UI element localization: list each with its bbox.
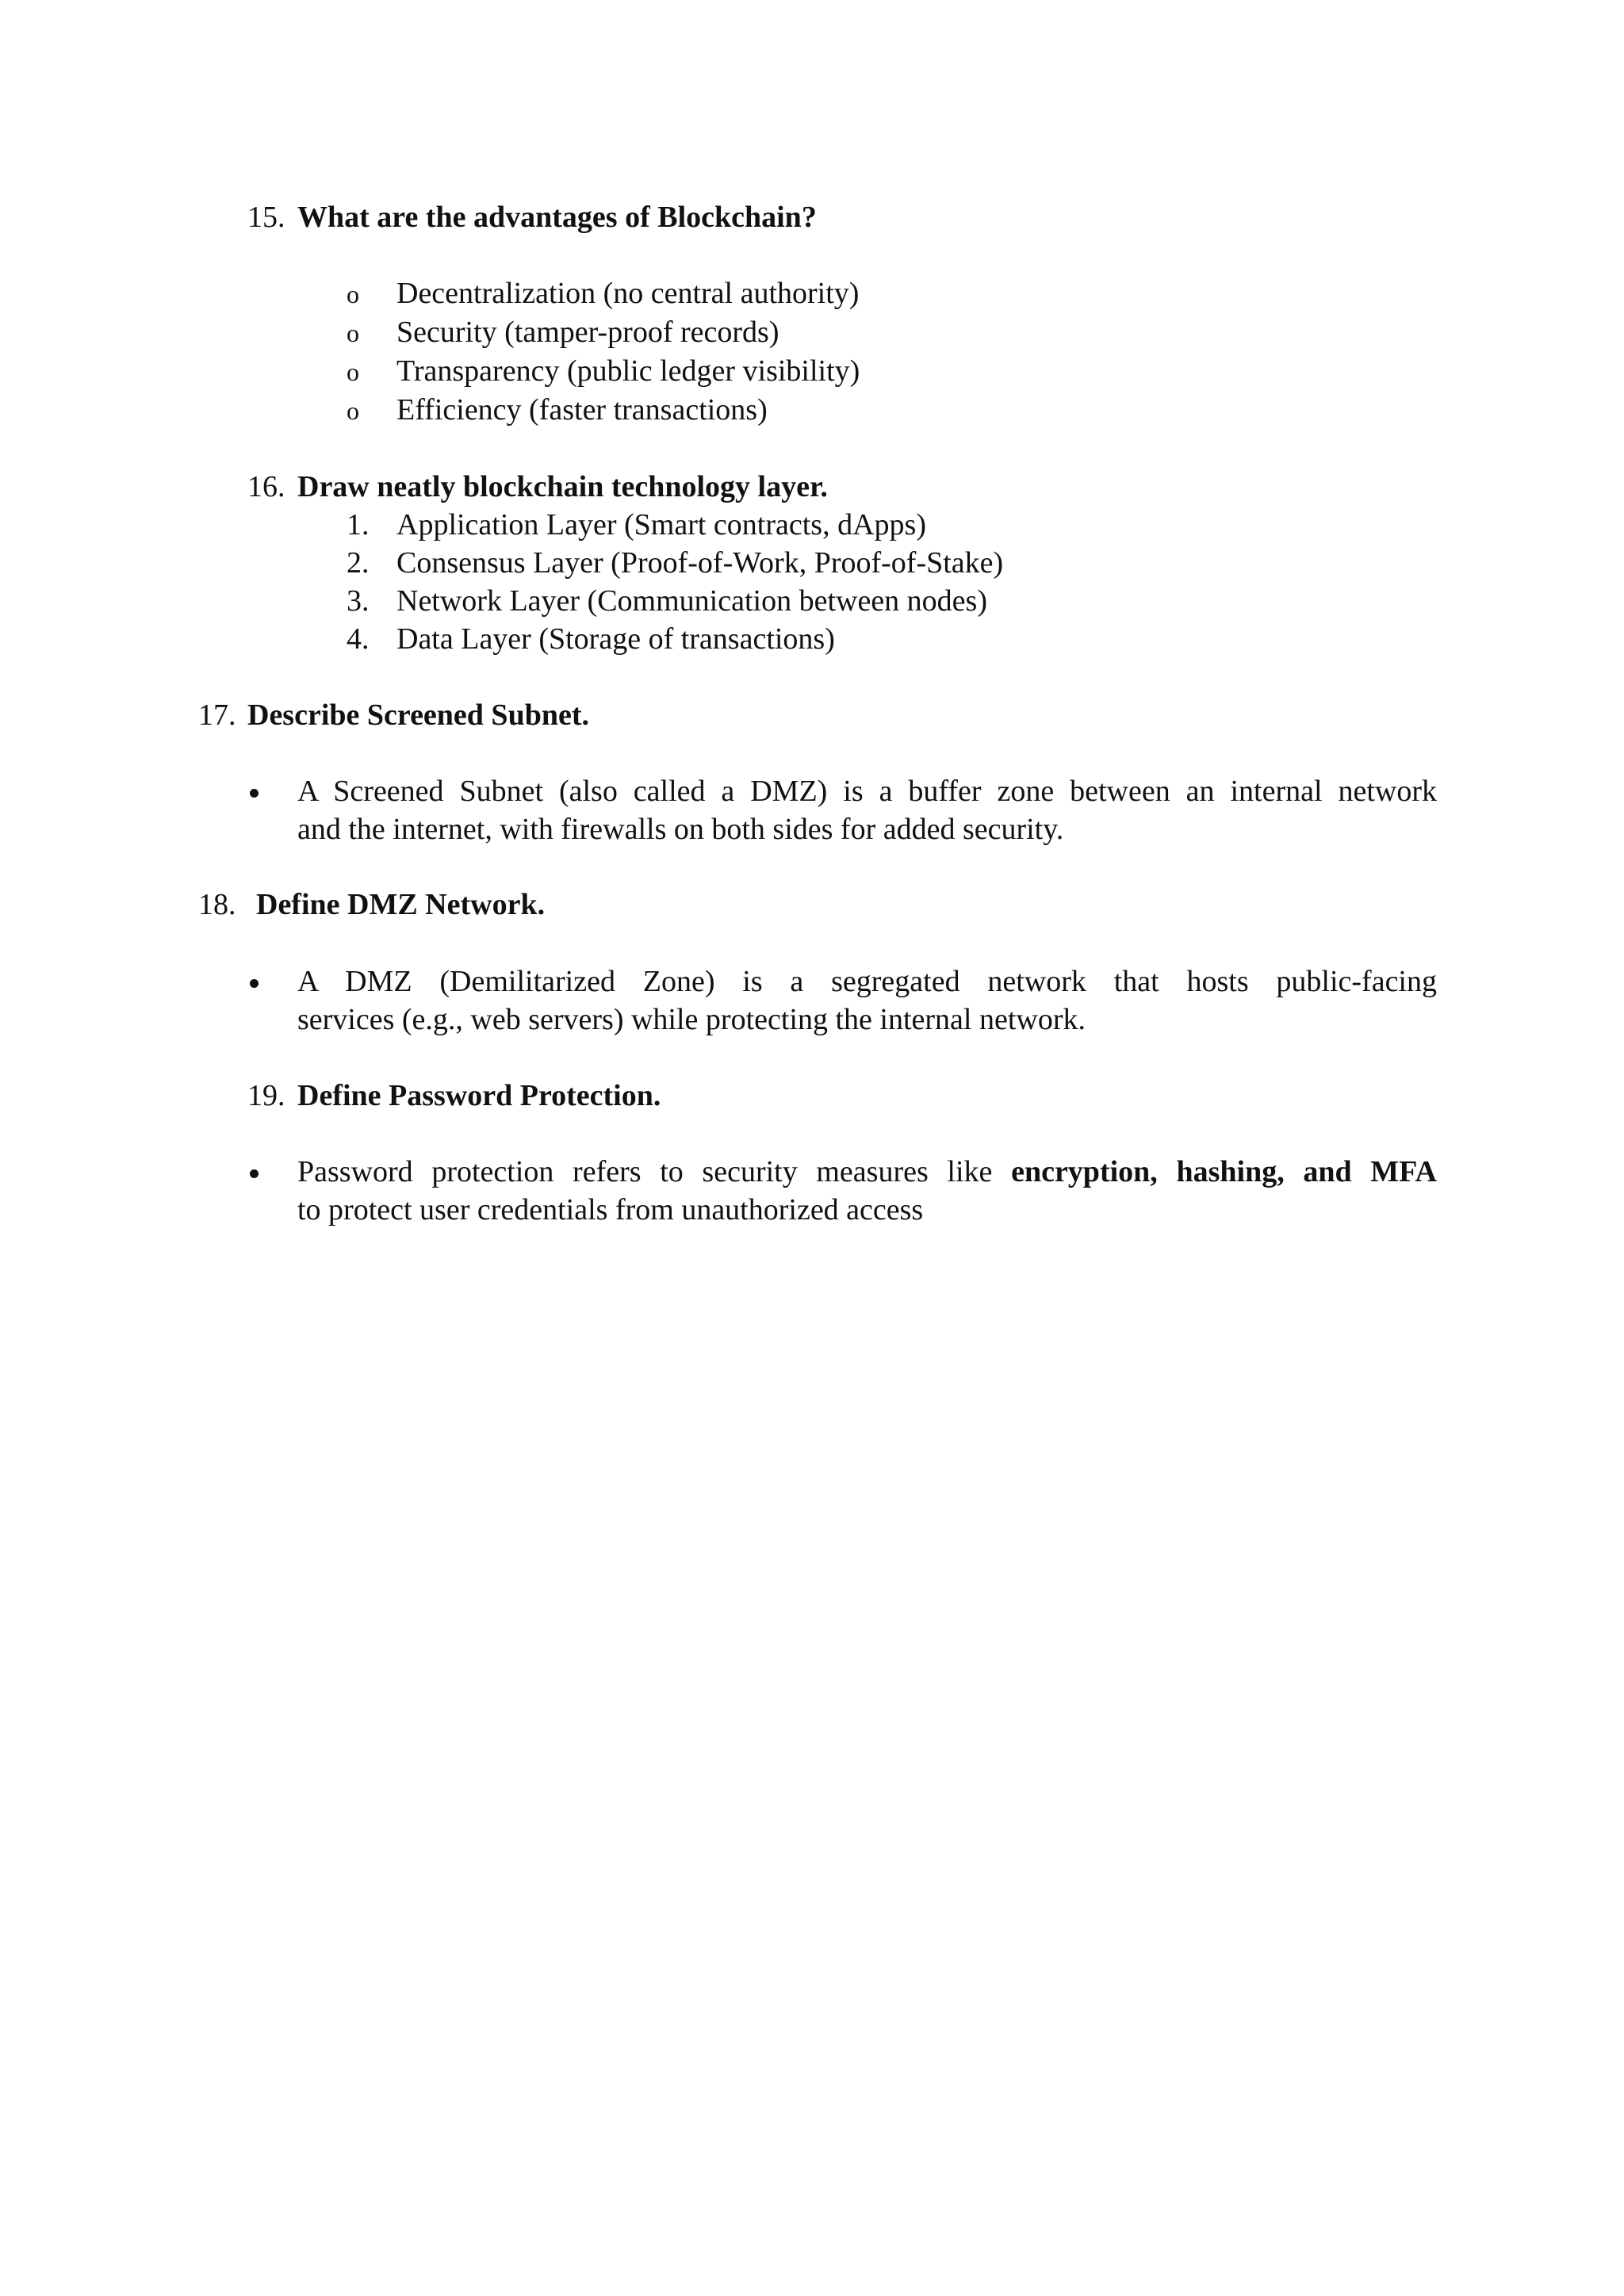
- q16-item-4: Data Layer (Storage of transactions): [396, 622, 835, 656]
- q15-item-1: Decentralization (no central authority): [396, 277, 860, 310]
- q15-item-3: Transparency (public ledger visibility): [396, 354, 860, 388]
- q17-line-2: and the internet, with firewalls on both sides for added security.: [297, 813, 1064, 846]
- q16-item-3-number: 3.: [347, 584, 370, 618]
- q19-number: 19.: [247, 1079, 285, 1112]
- q15-title: What are the advantages of Blockchain?: [297, 201, 817, 234]
- q15-item-4: Efficiency (faster transactions): [396, 393, 768, 427]
- q17-line-1: A Screened Subnet (also called a DMZ) is a buffer zone between an internal network: [297, 775, 1437, 808]
- q16-number: 16.: [247, 470, 285, 503]
- q16-item-3: Network Layer (Communication between nodes): [396, 584, 987, 618]
- q18-number: 18.: [198, 888, 236, 921]
- bullet-dot: [250, 1169, 259, 1178]
- q17-paragraph: [297, 772, 1437, 848]
- q19-paragraph: [297, 1153, 1437, 1229]
- q16-title: Draw neatly blockchain technology layer.: [297, 470, 828, 503]
- list-marker-o: o: [347, 396, 359, 425]
- q16-item-1-number: 1.: [347, 508, 370, 541]
- q16-item-1: Application Layer (Smart contracts, dApps): [396, 508, 926, 541]
- q16-item-2: Consensus Layer (Proof-of-Work, Proof-of-Stake): [396, 546, 1004, 580]
- q15-number: 15.: [247, 201, 285, 234]
- q15-item-2: Security (tamper-proof records): [396, 316, 779, 349]
- list-marker-o: o: [347, 319, 359, 347]
- q16-item-2-number: 2.: [347, 546, 370, 580]
- q19-line-1-text: Password protection refers to security measures like: [297, 1155, 1012, 1188]
- q19-line-1-bold: encryption, hashing, and MFA: [1011, 1155, 1437, 1188]
- list-marker-o: o: [347, 280, 359, 308]
- q18-line-2: services (e.g., web servers) while protecting the internal network.: [297, 1003, 1086, 1036]
- q18-paragraph: [297, 962, 1437, 1039]
- q18-line-1: A DMZ (Demilitarized Zone) is a segregated network that hosts public-facing: [297, 965, 1437, 998]
- q17-title: Describe Screened Subnet.: [247, 698, 589, 732]
- q19-line-2: to protect user credentials from unauthorized access: [297, 1193, 924, 1226]
- q17-number: 17.: [198, 698, 236, 732]
- bullet-dot: [250, 979, 259, 988]
- q19-title: Define Password Protection.: [297, 1079, 661, 1112]
- bullet-dot: [250, 789, 259, 798]
- q18-title: Define DMZ Network.: [256, 888, 546, 921]
- q16-item-4-number: 4.: [347, 622, 370, 656]
- list-marker-o: o: [347, 358, 359, 386]
- q19-line-1: [297, 1153, 1437, 1191]
